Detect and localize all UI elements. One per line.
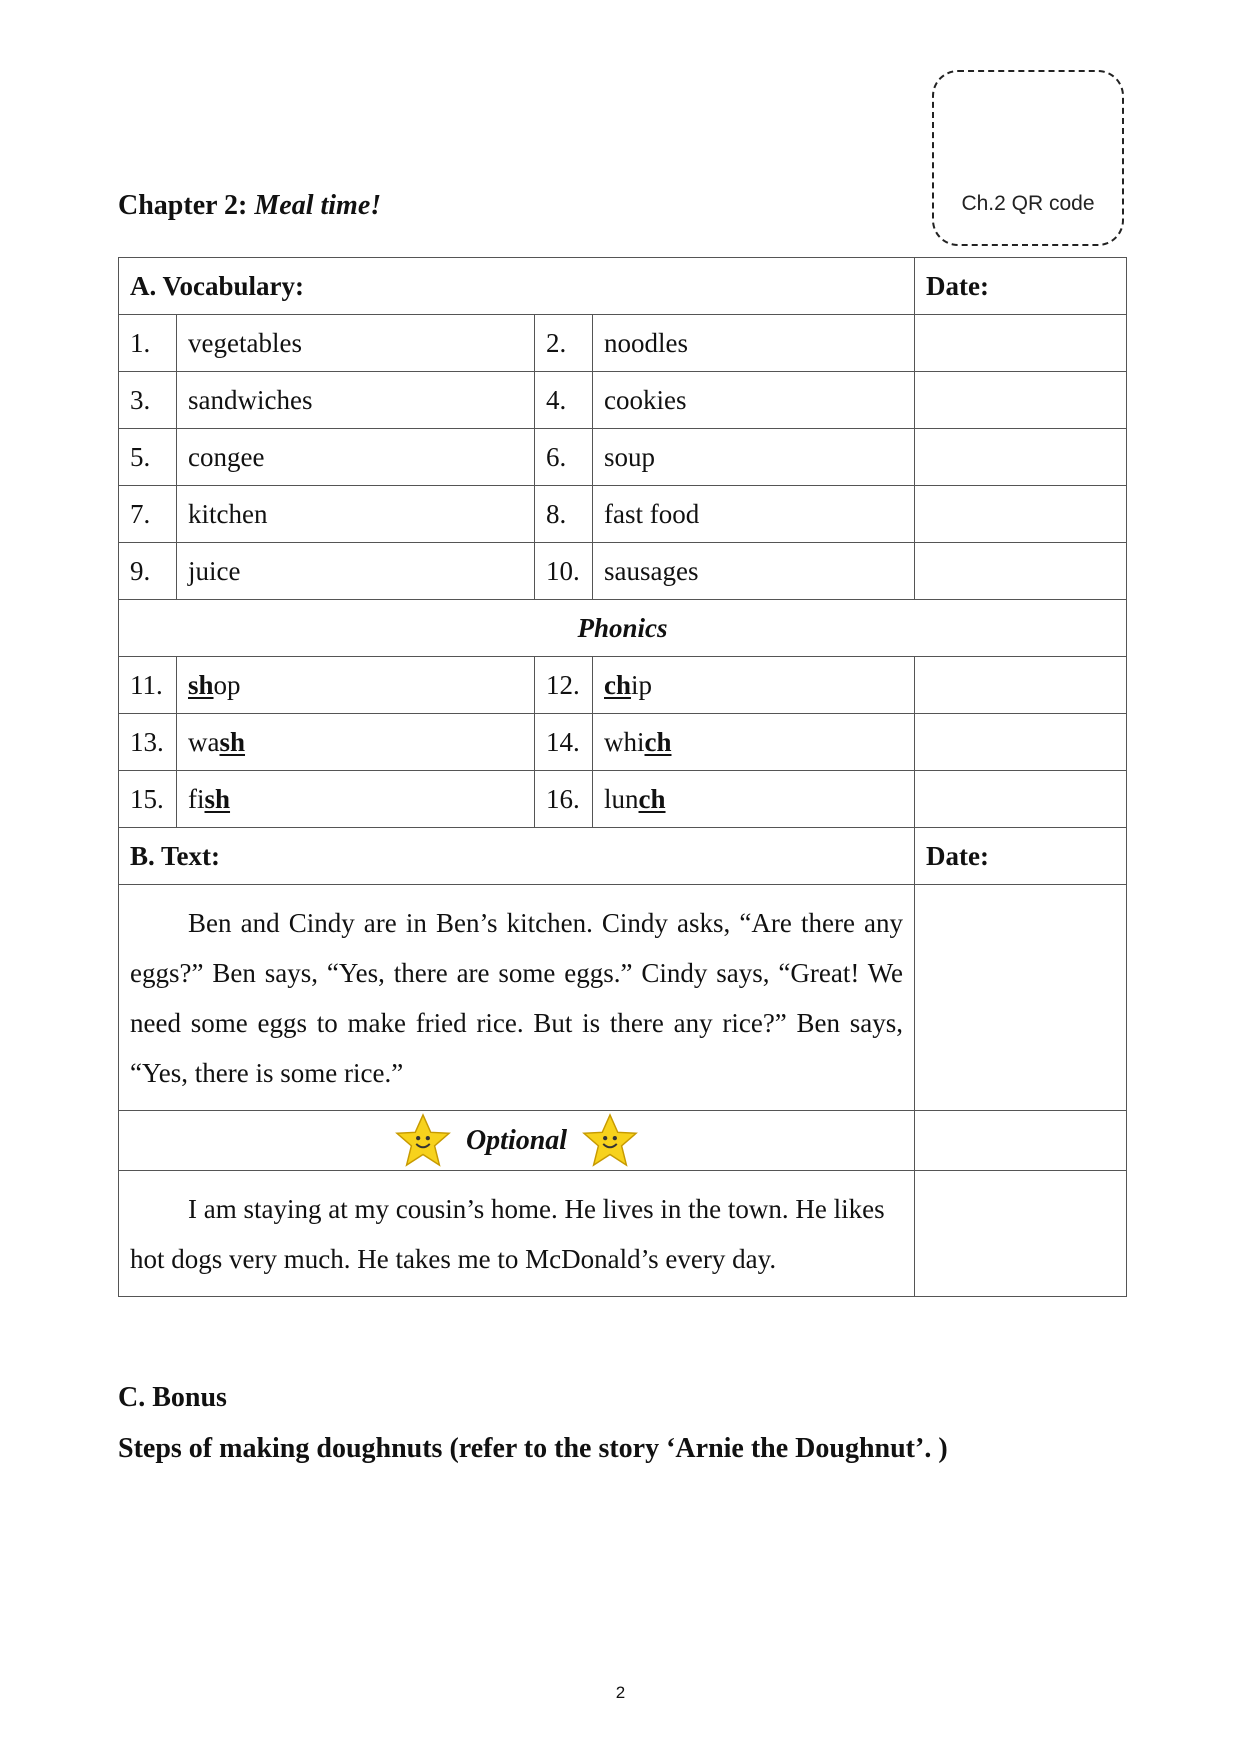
page-number: 2 [615, 1683, 626, 1702]
vocab-num: 10. [535, 543, 593, 600]
date-cell[interactable] [915, 486, 1127, 543]
vocab-row [119, 486, 1127, 543]
vocab-word: noodles [593, 315, 915, 372]
phonics-word: which [593, 714, 915, 771]
date-cell[interactable] [915, 372, 1127, 429]
phonics-sound: sh [188, 669, 214, 700]
phonics-num: 12. [535, 657, 593, 714]
vocab-num: 8. [535, 486, 593, 543]
optional-paragraph: I am staying at my cousin’s home. He lives in the town. He likes hot dogs very much. He takes me to McDonald’s every day. [119, 1171, 915, 1297]
chapter-title [118, 190, 381, 222]
vocab-row [119, 372, 1127, 429]
phonics-row [119, 657, 1127, 714]
text-paragraph: Ben and Cindy are in Ben’s kitchen. Cindy asks, “Are there any eggs?” Ben says, “Yes, there are some eggs.” Cindy says, “Great! We need some eggs to make fried rice. But is there any rice?” Ben says, “Yes, there is some rice.” [119, 885, 915, 1111]
date-cell[interactable] [915, 315, 1127, 372]
vocab-word: juice [177, 543, 535, 600]
vocab-word: kitchen [177, 486, 535, 543]
vocab-num: 5. [119, 429, 177, 486]
phonics-num: 11. [119, 657, 177, 714]
vocab-row [119, 429, 1127, 486]
text-header-row [119, 828, 1127, 885]
vocab-word: soup [593, 429, 915, 486]
vocab-header: A. Vocabulary: [119, 258, 915, 315]
phonics-word: lunch [593, 771, 915, 828]
optional-row [119, 1171, 1127, 1297]
vocab-num: 3. [119, 372, 177, 429]
vocab-word: vegetables [177, 315, 535, 372]
vocab-num: 4. [535, 372, 593, 429]
phonics-header-row [119, 600, 1127, 657]
phonics-num: 15. [119, 771, 177, 828]
phonics-word: chip [593, 657, 915, 714]
phonics-word: wash [177, 714, 535, 771]
qr-code-label: Ch.2 QR code [961, 192, 1095, 215]
phonics-sound: sh [219, 726, 246, 757]
optional-header [119, 1111, 915, 1171]
date-cell[interactable] [915, 885, 1127, 1111]
date-cell[interactable] [915, 543, 1127, 600]
worksheet-table [118, 257, 1127, 1297]
vocab-num: 1. [119, 315, 177, 372]
optional-title: Optional [465, 1124, 568, 1156]
vocab-num: 9. [119, 543, 177, 600]
smiley-star-icon [581, 1112, 639, 1170]
vocab-num: 7. [119, 486, 177, 543]
vocab-num: 6. [535, 429, 593, 486]
optional-header-row [119, 1111, 1127, 1171]
vocab-date-label: Date: [915, 258, 1127, 315]
date-cell[interactable] [915, 657, 1127, 714]
vocab-row [119, 543, 1127, 600]
phonics-num: 13. [119, 714, 177, 771]
qr-code-placeholder [932, 70, 1124, 246]
text-date-label: Date: [915, 828, 1127, 885]
phonics-word: fish [177, 771, 535, 828]
vocab-word: fast food [593, 486, 915, 543]
phonics-title: Phonics [119, 600, 1127, 657]
vocab-row [119, 315, 1127, 372]
date-cell[interactable] [915, 714, 1127, 771]
chapter-subtitle: Meal time! [254, 190, 382, 221]
vocab-word: sandwiches [177, 372, 535, 429]
phonics-sound: ch [604, 669, 631, 700]
phonics-sound: ch [638, 783, 666, 814]
chapter-prefix: Chapter 2: [118, 190, 255, 221]
text-header: B. Text: [119, 828, 915, 885]
date-cell[interactable] [915, 1111, 1127, 1171]
phonics-word: shop [177, 657, 535, 714]
phonics-num: 16. [535, 771, 593, 828]
vocab-word: congee [177, 429, 535, 486]
phonics-row [119, 714, 1127, 771]
date-cell[interactable] [915, 771, 1127, 828]
vocab-num: 2. [535, 315, 593, 372]
bonus-title: C. Bonus [118, 1382, 227, 1413]
text-row [119, 885, 1127, 1111]
phonics-row [119, 771, 1127, 828]
bonus-instruction: Steps of making doughnuts (refer to the story ‘Arnie the Doughnut’. ) [118, 1433, 948, 1464]
vocab-word: cookies [593, 372, 915, 429]
date-cell[interactable] [915, 1171, 1127, 1297]
phonics-sound: sh [204, 783, 231, 814]
vocab-word: sausages [593, 543, 915, 600]
phonics-num: 14. [535, 714, 593, 771]
vocab-header-row [119, 258, 1127, 315]
date-cell[interactable] [915, 429, 1127, 486]
phonics-sound: ch [644, 726, 672, 757]
smiley-star-icon [394, 1112, 452, 1170]
